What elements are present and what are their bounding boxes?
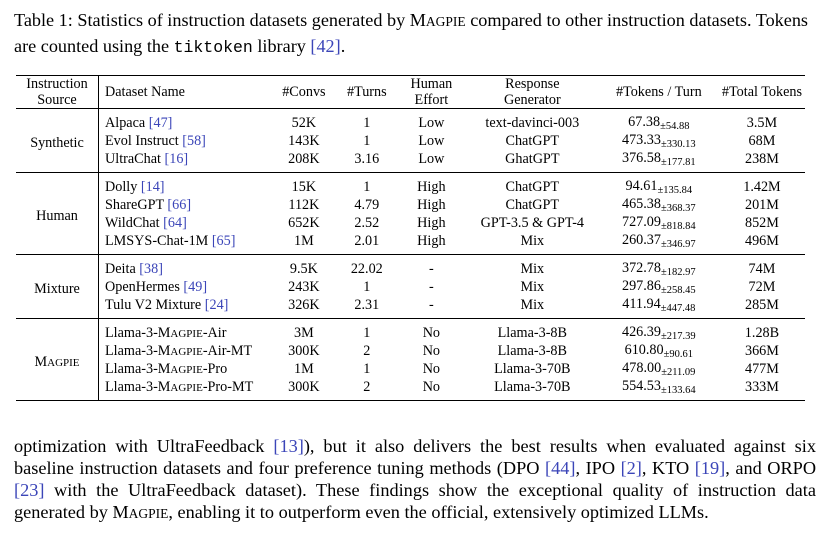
total-tokens-cell: 333M xyxy=(744,379,779,395)
tokens-per-turn-cell xyxy=(599,196,719,214)
tokens-mean: 426.39 xyxy=(621,324,661,340)
header-turns: #Turns xyxy=(346,84,387,100)
generator-cell: Llama-3-8B xyxy=(497,343,567,359)
citation-link[interactable]: [38] xyxy=(139,261,163,277)
table-group xyxy=(16,109,805,173)
citation-link[interactable]: [19] xyxy=(694,458,726,478)
caption-text: library xyxy=(252,36,311,56)
dataset-name xyxy=(99,278,271,296)
generator-cell: Llama-3-8B xyxy=(497,325,567,341)
generator-cell: Mix xyxy=(520,297,545,313)
tokens-mean: 372.78 xyxy=(621,260,661,276)
total-tokens-cell: 477M xyxy=(744,361,779,377)
turns-cell: 2 xyxy=(363,379,371,395)
turns-cell: 1 xyxy=(363,115,371,131)
convs-cell: 652K xyxy=(288,215,320,231)
citation-link[interactable]: [2] xyxy=(620,458,642,478)
table-group-magpie xyxy=(16,319,805,401)
tokens-std: ±447.48 xyxy=(660,303,696,314)
effort-cell: No xyxy=(422,379,441,395)
group-source-label: Mixture xyxy=(16,255,99,319)
group-source-label: MAGPIE xyxy=(16,319,99,401)
dataset-name-text: Alpaca xyxy=(105,115,149,131)
tokens-mean: 554.53 xyxy=(621,378,661,394)
convs-cell: 326K xyxy=(288,297,320,313)
generator-cell: GPT-3.5 & GPT-4 xyxy=(480,215,585,231)
generator-cell: Mix xyxy=(520,261,545,277)
citation-link[interactable]: [65] xyxy=(211,233,236,249)
dataset-name: Llama-3-MAGPIE-Air-MT xyxy=(105,342,253,359)
tokens-per-turn-cell xyxy=(599,342,719,360)
citation-link[interactable]: [47] xyxy=(148,115,173,131)
citation-link[interactable]: [13] xyxy=(273,436,304,456)
convs-cell: 143K xyxy=(288,133,320,149)
table-header xyxy=(16,76,805,109)
effort-cell: Low xyxy=(418,115,445,131)
citation-link[interactable]: [66] xyxy=(167,197,192,213)
generator-cell: ChatGPT xyxy=(505,179,560,195)
convs-cell: 243K xyxy=(288,279,320,295)
turns-cell: 22.02 xyxy=(350,261,383,277)
table-row xyxy=(16,378,805,401)
effort-cell: - xyxy=(428,297,434,313)
tokens-mean: 411.94 xyxy=(622,296,661,312)
tokens-per-turn-cell xyxy=(599,132,719,150)
table-row xyxy=(16,173,805,197)
dataset-name xyxy=(99,132,271,150)
turns-cell: 1 xyxy=(363,361,371,377)
tokens-std: ±90.61 xyxy=(663,349,693,360)
effort-cell: Low xyxy=(418,133,445,149)
tokens-per-turn-cell xyxy=(599,109,719,133)
effort-cell: No xyxy=(422,361,441,377)
body-paragraph: optimization with UltraFeedback [13]), but it also delivers the best results when evaluated against six baseline instruction datasets and four preference tuning methods (DPO [44], IPO [2], KTO [19], and ORPO [23] with the UltraFeedback dataset). These findings show the exceptional quality of instruction data generated by MAGPIE, enabling it to outperform even the official, extensively optimized LLMs. xyxy=(14,436,817,522)
caption-text: . xyxy=(340,36,346,56)
dataset-name xyxy=(99,196,271,214)
tokens-mean: 610.80 xyxy=(624,342,664,358)
generator-cell: ChatGPT xyxy=(505,133,560,149)
tokens-std: ±330.13 xyxy=(660,139,696,150)
table-row xyxy=(16,150,805,173)
tokens-std: ±135.84 xyxy=(657,185,693,196)
tokens-mean: 94.61 xyxy=(625,178,658,194)
dataset-name xyxy=(99,109,271,133)
table-group xyxy=(16,173,805,255)
dataset-name: Llama-3-MAGPIE-Pro xyxy=(105,360,228,377)
effort-cell: High xyxy=(417,233,446,249)
magpie-name-initial: M xyxy=(409,10,426,30)
effort-cell: No xyxy=(422,343,441,359)
tokens-std: ±182.97 xyxy=(660,267,696,278)
tokens-mean: 297.86 xyxy=(621,278,661,294)
statistics-table xyxy=(16,75,805,401)
tokens-std: ±211.09 xyxy=(661,367,696,378)
table-row xyxy=(16,278,805,296)
convs-cell: 9.5K xyxy=(289,261,318,277)
turns-cell: 1 xyxy=(363,133,371,149)
turns-cell: 3.16 xyxy=(354,151,380,167)
effort-cell: Low xyxy=(418,151,445,167)
dataset-name xyxy=(99,255,271,279)
generator-cell: Llama-3-70B xyxy=(494,361,571,377)
total-tokens-cell: 68M xyxy=(748,133,776,149)
effort-cell: High xyxy=(417,215,446,231)
tokens-mean: 260.37 xyxy=(621,232,661,248)
effort-cell: - xyxy=(428,279,434,295)
dataset-name xyxy=(99,173,271,197)
dataset-name-text: OpenHermes xyxy=(105,279,184,295)
caption-text: compared to other instruction datasets. Tokens are counted using the xyxy=(14,10,809,56)
generator-cell: GhatGPT xyxy=(505,151,560,167)
tokens-per-turn-cell xyxy=(599,360,719,378)
convs-cell: 52K xyxy=(291,115,317,131)
tokens-std: ±818.84 xyxy=(660,221,696,232)
total-tokens-cell: 201M xyxy=(744,197,779,213)
header-source: Instruction Source xyxy=(16,76,99,109)
group-source-label: Human xyxy=(16,173,99,255)
dataset-name-text: Dolly xyxy=(105,179,141,195)
dataset-name-text: Tulu V2 Mixture xyxy=(105,297,205,313)
turns-cell: 1 xyxy=(363,325,371,341)
header-convs: #Convs xyxy=(282,84,326,100)
citation-link[interactable]: [58] xyxy=(182,133,206,149)
tokens-mean: 473.33 xyxy=(621,132,661,148)
total-tokens-cell: 366M xyxy=(744,343,779,359)
dataset-name xyxy=(99,296,271,319)
tokens-std: ±177.81 xyxy=(660,157,696,168)
header-total-tokens: #Total Tokens xyxy=(721,84,802,100)
turns-cell: 2.01 xyxy=(354,233,380,249)
turns-cell: 1 xyxy=(363,179,371,195)
header-tokens-per-turn: #Tokens / Turn xyxy=(615,84,702,100)
tokens-std: ±217.39 xyxy=(660,331,696,342)
table-row xyxy=(16,319,805,343)
tokens-per-turn-cell xyxy=(599,278,719,296)
effort-cell: High xyxy=(417,179,446,195)
table-row xyxy=(16,109,805,133)
citation-link[interactable]: [24] xyxy=(204,297,229,313)
tokens-mean: 376.58 xyxy=(621,150,661,166)
group-source-label: Synthetic xyxy=(16,109,99,173)
convs-cell: 15K xyxy=(291,179,317,195)
total-tokens-cell: 3.5M xyxy=(746,115,778,131)
dataset-name-text: Evol Instruct xyxy=(105,133,183,149)
caption-text: Statistics of instruction datasets generated by xyxy=(72,10,410,30)
caption-label: Table 1: xyxy=(14,10,73,30)
tokens-per-turn-cell xyxy=(599,296,719,319)
tokens-std: ±54.88 xyxy=(660,121,690,132)
tokens-per-turn-cell xyxy=(599,150,719,173)
dataset-name-text: ShareGPT xyxy=(105,197,168,213)
effort-cell: - xyxy=(428,261,434,277)
table-caption xyxy=(14,8,816,60)
citation-link[interactable]: [14] xyxy=(140,179,165,195)
citation-link[interactable]: [42] xyxy=(310,36,341,56)
convs-cell: 1M xyxy=(294,233,314,249)
dataset-name-text: UltraChat xyxy=(105,151,165,167)
turns-cell: 1 xyxy=(363,279,371,295)
table-row xyxy=(16,296,805,319)
citation-link[interactable]: [16] xyxy=(164,151,189,167)
convs-cell: 1M xyxy=(294,361,314,377)
turns-cell: 4.79 xyxy=(354,197,380,213)
dataset-name-text: WildChat xyxy=(105,215,164,231)
tokens-per-turn-cell xyxy=(599,173,719,197)
convs-cell: 300K xyxy=(288,379,320,395)
tokens-std: ±258.45 xyxy=(660,285,696,296)
dataset-name xyxy=(99,232,271,255)
citation-link[interactable]: [49] xyxy=(183,279,208,295)
convs-cell: 300K xyxy=(288,343,320,359)
magpie-name-rest: AGPIE xyxy=(425,14,466,29)
total-tokens-cell: 72M xyxy=(748,279,776,295)
citation-link[interactable]: [64] xyxy=(163,215,187,231)
total-tokens-cell: 1.42M xyxy=(743,179,781,195)
tokens-mean: 465.38 xyxy=(621,196,661,212)
total-tokens-cell: 496M xyxy=(744,233,779,249)
tokens-mean: 478.00 xyxy=(622,360,662,376)
tokens-per-turn-cell xyxy=(599,232,719,255)
tokens-per-turn-cell xyxy=(599,378,719,401)
tokens-std: ±346.97 xyxy=(660,239,696,250)
effort-cell: High xyxy=(417,197,446,213)
total-tokens-cell: 74M xyxy=(748,261,776,277)
table-row xyxy=(16,255,805,279)
dataset-name: Llama-3-MAGPIE-Air xyxy=(105,324,227,341)
dataset-name xyxy=(99,150,271,173)
table-row xyxy=(16,132,805,150)
generator-cell: ChatGPT xyxy=(505,197,560,213)
tokens-std: ±368.37 xyxy=(660,203,696,214)
table-row xyxy=(16,342,805,360)
tokens-per-turn-cell xyxy=(599,319,719,343)
dataset-name xyxy=(99,214,271,232)
turns-cell: 2.31 xyxy=(354,297,380,313)
generator-cell: Mix xyxy=(520,233,545,249)
convs-cell: 3M xyxy=(294,325,314,341)
tokens-mean: 67.38 xyxy=(628,114,661,130)
total-tokens-cell: 285M xyxy=(744,297,779,313)
dataset-name-text: Deita xyxy=(105,261,140,277)
citation-link[interactable]: [44] xyxy=(545,458,576,478)
tokens-per-turn-cell xyxy=(599,255,719,279)
table-row xyxy=(16,232,805,255)
table-row xyxy=(16,360,805,378)
dataset-name-text: LMSYS-Chat-1M xyxy=(105,233,212,249)
turns-cell: 2.52 xyxy=(354,215,380,231)
tokens-mean: 727.09 xyxy=(621,214,661,230)
generator-cell: Mix xyxy=(520,279,545,295)
total-tokens-cell: 1.28B xyxy=(744,325,780,341)
total-tokens-cell: 852M xyxy=(744,215,779,231)
header-name: Dataset Name xyxy=(105,84,185,100)
generator-cell: Llama-3-70B xyxy=(494,379,571,395)
tokens-std: ±133.64 xyxy=(660,385,696,396)
convs-cell: 208K xyxy=(288,151,320,167)
dataset-name: Llama-3-MAGPIE-Pro-MT xyxy=(105,378,254,395)
effort-cell: No xyxy=(422,325,441,341)
code-tiktoken: tiktoken xyxy=(173,38,253,57)
header-effort: Human Effort xyxy=(410,76,453,108)
total-tokens-cell: 238M xyxy=(744,151,779,167)
citation-link[interactable]: [23] xyxy=(14,480,45,500)
convs-cell: 112K xyxy=(288,197,320,213)
table-group xyxy=(16,255,805,319)
tokens-per-turn-cell xyxy=(599,214,719,232)
table-row xyxy=(16,214,805,232)
header-generator: Response Generator xyxy=(503,76,561,108)
table-row xyxy=(16,196,805,214)
generator-cell: text-davinci-003 xyxy=(485,115,580,131)
turns-cell: 2 xyxy=(363,343,371,359)
